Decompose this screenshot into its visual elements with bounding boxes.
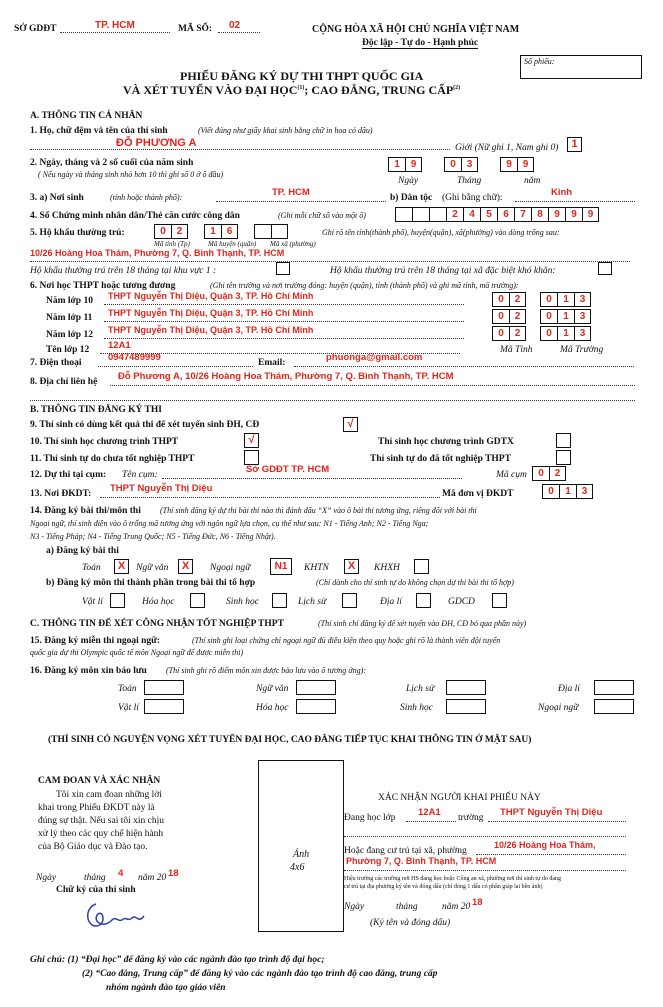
- footnote-2-cont: nhóm ngành đào tạo giáo viên: [106, 983, 226, 993]
- section-c-hint: (Thí sinh chỉ đăng ký để xét tuyển vào ĐH, CĐ bỏ qua phần này): [318, 619, 527, 628]
- q3a-hint: (tỉnh hoặc thành phố):: [110, 193, 183, 202]
- pledge-year-label: năm 20: [138, 873, 167, 883]
- q3b-label: b) Dân tộc: [390, 193, 433, 203]
- q12-label: 12. Dự thi tại cụm:: [30, 470, 107, 480]
- email-label: Email:: [258, 358, 286, 368]
- subject-physics-label: Vật lí: [82, 597, 103, 607]
- grade10-school[interactable]: THPT Nguyễn Thị Diệu, Quận 3, TP. Hồ Chí Minh: [108, 291, 314, 301]
- footnote-1: Ghi chú: (1) “Đại học” để đăng ký vào các ngành đào tạo trình độ đại học;: [30, 955, 325, 965]
- q15-hint2: quốc gia dự thi Olympic quốc tế môn Ngoại ngữ để được miễn thi): [30, 648, 244, 657]
- q14b-hint: (Chỉ dành cho thí sinh tự do không chọn dự thi bài thi tổ hợp): [316, 578, 514, 587]
- q14-hint3: N3 - Tiếng Pháp; N4 - Tiếng Trung Quốc; N5 - Tiếng Đức, N6 - Tiếng Nhật).: [30, 532, 276, 541]
- exam-natural-science-label: KHTN: [304, 563, 329, 573]
- country-name: CỘNG HÒA XÃ HỘI CHỦ NGHĨA VIỆT NAM: [312, 24, 520, 35]
- confirm-note2: cư trú tại địa phương ký tên và đóng dấu (chỉ đóng 1 dấu có phần giáp lai bên ảnh): [344, 884, 543, 890]
- q14-hint1: (Thí sinh đăng ký dự thi bài thi nào thì đánh dấu “X” vào ô bài thi tương ứng, riêng đối với bài thi: [160, 506, 477, 515]
- confirm-title: XÁC NHẬN NGƯỜI KHAI PHIẾU NÀY: [378, 793, 541, 803]
- grade11-codes[interactable]: 0 2 0 1 3: [492, 309, 591, 324]
- q5-sub-district: Mã huyện (quận): [208, 240, 257, 248]
- reserve-geography-box[interactable]: [594, 680, 634, 695]
- subject-history-label: Lịch sử: [298, 597, 327, 607]
- birthplace-value[interactable]: TP. HCM: [272, 187, 310, 198]
- reserve-history-box[interactable]: [446, 680, 486, 695]
- q16-hint: (Thí sinh ghi rõ điểm môn xin được bảo lưu vào ô tương ứng):: [166, 666, 366, 675]
- q14-hint2: Ngoại ngữ, thí sinh điền vào ô trống mã tương ứng với ngôn ngữ lựa chọn, cụ thể như sau: N1 - Tiếng Anh; N2 - Tiếng Nga;: [30, 519, 429, 528]
- exam-foreign-box[interactable]: N1: [270, 558, 292, 575]
- cluster-code-cells[interactable]: 0 2: [532, 466, 566, 481]
- reserve-foreign-box[interactable]: [594, 699, 634, 714]
- residence-value[interactable]: 10/26 Hoàng Hoa Thám, Phường 7, Q. Bình Thạnh, TP. HCM: [30, 248, 285, 258]
- reserve-geography-label: Địa lí: [558, 684, 580, 694]
- dob-year-1[interactable]: 9: [500, 157, 517, 172]
- full-name-value[interactable]: ĐỖ PHƯƠNG A: [116, 137, 197, 149]
- q16-label: 16. Đăng ký môn xin bảo lưu: [30, 666, 147, 676]
- q2-label: 2. Ngày, tháng và 2 số cuối của năm sinh: [30, 158, 194, 168]
- pledge-line: của Bộ Giáo dục và Đào tạo.: [38, 842, 148, 852]
- dob-month-1[interactable]: 0: [444, 157, 461, 172]
- q10-checkbox[interactable]: √: [244, 433, 259, 448]
- confirm-month-label: tháng: [396, 902, 418, 912]
- class12-label: Tên lớp 12: [46, 345, 90, 355]
- q8-label: 8. Địa chỉ liên hệ: [30, 377, 98, 387]
- pledge-day-label: Ngày: [36, 873, 57, 883]
- confirm-residence-value1[interactable]: 10/26 Hoàng Hoa Thám,: [494, 840, 596, 850]
- q9-label: 9. Thí sinh có dùng kết quả thi để xét tuyển sinh ĐH, CĐ: [30, 420, 260, 430]
- grade11-school[interactable]: THPT Nguyễn Thị Diệu, Quận 3, TP. Hồ Chí Minh: [108, 308, 314, 318]
- confirm-class-value[interactable]: 12A1: [418, 807, 441, 818]
- reserve-chemistry-label: Hóa học: [256, 703, 289, 713]
- subject-geography-box[interactable]: [416, 593, 431, 608]
- gdtx-checkbox[interactable]: [556, 433, 571, 448]
- reserve-literature-box[interactable]: [296, 680, 336, 695]
- confirm-residence-value2[interactable]: Phường 7, Q. Bình Thạnh, TP. HCM: [346, 856, 497, 866]
- so-gddt-label: SỞ GDĐT: [14, 24, 57, 34]
- q5-label: 5. Hộ khẩu thường trú:: [30, 228, 125, 238]
- reserve-chemistry-box[interactable]: [296, 699, 336, 714]
- q11b-checkbox[interactable]: [556, 450, 571, 465]
- section-a-heading: A. THÔNG TIN CÁ NHÂN: [30, 111, 143, 121]
- form-title-line1: PHIẾU ĐĂNG KÝ DỰ THI THPT QUỐC GIA: [180, 69, 424, 83]
- subject-civics-box[interactable]: [492, 593, 507, 608]
- q7-label: 7. Điện thoại: [30, 358, 82, 368]
- subject-chemistry-box[interactable]: [190, 593, 205, 608]
- ma-cum-label: Mã cụm: [496, 470, 527, 480]
- pledge-month-value[interactable]: 4: [118, 868, 124, 879]
- subject-chemistry-label: Hóa học: [142, 597, 175, 607]
- subject-physics-box[interactable]: [110, 593, 125, 608]
- subject-history-box[interactable]: [342, 593, 357, 608]
- cluster-value[interactable]: Sở GDĐT TP. HCM: [246, 464, 330, 475]
- exam-natural-science-box[interactable]: X: [344, 559, 359, 574]
- dob-year-2[interactable]: 9: [517, 157, 534, 172]
- exam-math-box[interactable]: X: [114, 559, 129, 574]
- class12-value[interactable]: 12A1: [108, 340, 131, 351]
- reserve-history-label: Lịch sử: [406, 684, 435, 694]
- exam-social-science-box[interactable]: [414, 559, 429, 574]
- pledge-title: CAM ĐOAN VÀ XÁC NHẬN: [38, 776, 161, 786]
- q2-hint: ( Nếu ngày và tháng sinh nhỏ hơn 10 thì ghi số 0 ở ô đầu): [38, 170, 224, 179]
- dob-cells[interactable]: [388, 157, 537, 172]
- kv1-label: Hộ khẩu thường trú trên 18 tháng tại khu vực 1 :: [30, 266, 217, 276]
- confirm-residence-label: Hoặc đang cư trú tại xã, phường: [344, 846, 467, 856]
- motto: Độc lập - Tự do - Hạnh phúc: [362, 38, 479, 48]
- confirm-class-label: Đang học lớp: [344, 813, 396, 823]
- pledge-year-value[interactable]: 18: [168, 868, 179, 879]
- q9-checkbox[interactable]: √: [343, 417, 358, 432]
- pledge-line: xử lý theo các quy chế hiện hành: [38, 829, 164, 839]
- subject-biology-label: Sinh học: [226, 597, 259, 607]
- photo-size: 4x6: [290, 862, 305, 873]
- q5-sub-province: Mã tỉnh (Tp): [154, 240, 190, 248]
- q6-hint: (Ghi tên trường và nơi trường đóng: huyện (quận), tỉnh (thành phố) và ghi mã tỉnh, mã trường):: [210, 281, 519, 290]
- confirm-sign-label: (Ký tên và đóng dấu): [370, 918, 451, 928]
- q1-hint: (Viết đúng như giấy khai sinh bằng chữ in hoa có dấu): [198, 126, 373, 135]
- confirm-school-value[interactable]: THPT Nguyễn Thị Diệu: [500, 807, 603, 818]
- kv1-checkbox[interactable]: [276, 262, 290, 275]
- subject-biology-box[interactable]: [272, 593, 287, 608]
- contact-address-value[interactable]: Đỗ Phương A, 10/26 Hoàng Hoa Thám, Phường 7, Q. Bình Thạnh, TP. HCM: [118, 371, 454, 382]
- confirm-year-label: năm 20: [442, 902, 471, 912]
- q6-label: 6. Nơi học THPT hoặc tương đương: [30, 281, 176, 291]
- dbkk-checkbox[interactable]: [598, 262, 612, 275]
- reserve-biology-box[interactable]: [446, 699, 486, 714]
- dob-day-2[interactable]: 9: [405, 157, 422, 172]
- signature: [82, 896, 152, 936]
- q11-label: 11. Thí sinh tự do chưa tốt nghiệp THPT: [30, 454, 195, 464]
- photo-label: Ảnh: [293, 849, 310, 860]
- dob-month-2[interactable]: 3: [461, 157, 478, 172]
- form-title-line2: VÀ XÉT TUYỂN VÀO ĐẠI HỌC$^{(1)}$; CAO ĐẲNG, TRUNG CẤP$^{(2)}$: [123, 83, 461, 97]
- grade12-school[interactable]: THPT Nguyễn Thị Diệu, Quận 3, TP. Hồ Chí Minh: [108, 325, 314, 335]
- q12-hint: Tên cụm:: [122, 470, 158, 480]
- grade10-codes[interactable]: 0 2 0 1 3: [492, 292, 591, 307]
- gdtx-label: Thí sinh học chương trình GDTX: [378, 437, 514, 447]
- subject-civics-label: GDCD: [448, 597, 475, 607]
- pledge-line: khai trong Phiếu ĐKDT này là: [38, 803, 155, 813]
- q14a-label: a) Đăng ký bài thi: [46, 546, 119, 556]
- exam-literature-label: Ngữ văn: [136, 563, 169, 573]
- footnote-2: (2) “Cao đẳng, Trung cấp” để đăng ký vào các ngành đào tạo trình độ cao đẳng, trung cấp: [82, 969, 438, 979]
- q5-hint: Ghi rõ tên tỉnh(thành phố), huyện(quận), xã(phường) vào dòng trống sau:: [322, 228, 560, 237]
- dob-day-1[interactable]: 1: [388, 157, 405, 172]
- ethnicity-value[interactable]: Kinh: [551, 187, 573, 198]
- email-value[interactable]: phuonga@gmail.com: [326, 352, 423, 363]
- q15-hint1: (Thí sinh ghi loại chứng chỉ ngoại ngữ đủ điều kiện theo quy hoặc ghi rõ là thành viên đội tuyển: [192, 636, 501, 645]
- residence-code-cells[interactable]: 0 2 1 6: [154, 224, 291, 239]
- pledge-line: Tôi xin cam đoan những lời: [56, 790, 162, 800]
- so-phieu-box[interactable]: Số phiếu:: [520, 55, 642, 79]
- grade12-codes[interactable]: 0 2 0 1 3: [492, 326, 591, 341]
- q15-label: 15. Đăng ký miễn thi ngoại ngữ:: [30, 636, 161, 646]
- exam-foreign-label: Ngoại ngữ: [210, 563, 251, 573]
- id-number-cells[interactable]: 2 4 5 6 7 8 9 9 9: [395, 207, 599, 222]
- reserve-math-box[interactable]: [144, 680, 184, 695]
- grade11-label: Năm lớp 11: [46, 313, 93, 323]
- q14b-label: b) Đăng ký môn thi thành phần trong bài thi tổ hợp: [46, 578, 256, 588]
- ma-so-value[interactable]: 02: [229, 20, 241, 31]
- ma-truong-label: Mã Trường: [560, 345, 604, 355]
- q5-sub-ward: Mã xã (phường): [270, 240, 316, 248]
- dkdt-code-cells[interactable]: 0 1 3: [542, 484, 593, 499]
- dob-month-label: Tháng: [457, 176, 482, 186]
- q4-hint: (Ghi mỗi chữ số vào một ô): [278, 211, 366, 220]
- grade12-label: Năm lớp 12: [46, 330, 93, 340]
- reserve-literature-label: Ngữ văn: [256, 684, 289, 694]
- exam-social-science-label: KHXH: [374, 563, 400, 573]
- dbkk-label: Hộ khẩu thường trú trên 18 tháng tại xã đặc biệt khó khăn:: [330, 266, 556, 276]
- q14-label: 14. Đăng ký bài thi/môn thi: [30, 506, 141, 516]
- q3a-label: 3. a) Nơi sinh: [30, 193, 84, 203]
- so-gddt-value[interactable]: TP. HCM: [95, 20, 135, 31]
- q11-checkbox[interactable]: [244, 450, 259, 465]
- q3b-hint: (Ghi bằng chữ):: [442, 193, 503, 203]
- exam-literature-box[interactable]: X: [178, 559, 193, 574]
- ma-so-label: MÃ SỐ:: [178, 24, 213, 34]
- reserve-biology-label: Sinh học: [400, 703, 433, 713]
- dob-day-label: Ngày: [398, 176, 419, 186]
- q10-label: 10. Thí sinh học chương trình THPT: [30, 437, 179, 447]
- pledge-sign-label: Chữ ký của thí sinh: [56, 885, 136, 895]
- confirm-day-label: Ngày: [344, 902, 365, 912]
- grade10-label: Năm lớp 10: [46, 296, 93, 306]
- confirm-year-value[interactable]: 18: [472, 897, 483, 908]
- phone-value[interactable]: 0947489999: [108, 352, 161, 363]
- q4-label: 4. Số Chứng minh nhân dân/Thẻ căn cước công dân: [30, 211, 240, 221]
- section-b-heading: B. THÔNG TIN ĐĂNG KÝ THI: [30, 405, 162, 415]
- confirm-school-label: trường: [458, 813, 484, 823]
- reserve-foreign-label: Ngoại ngữ: [538, 703, 579, 713]
- continue-note: (THÍ SINH CÓ NGUYỆN VỌNG XÉT TUYỂN ĐẠI HỌC, CAO ĐẲNG TIẾP TỤC KHAI THÔNG TIN Ở MẶT SAU): [48, 735, 532, 745]
- registration-unit-value[interactable]: THPT Nguyễn Thị Diệu: [110, 483, 213, 494]
- pledge-line: đúng sự thật. Nếu sai tôi xin chịu: [38, 816, 164, 826]
- exam-math-label: Toán: [82, 563, 101, 573]
- q13-label: 13. Nơi ĐKDT:: [30, 489, 92, 499]
- reserve-physics-box[interactable]: [144, 699, 184, 714]
- section-c-heading: C. THÔNG TIN ĐỂ XÉT CÔNG NHẬN TỐT NGHIỆP THPT: [30, 619, 284, 629]
- q1-label: 1. Họ, chữ đệm và tên của thí sinh: [30, 126, 168, 136]
- pledge-month-label: tháng: [84, 873, 106, 883]
- confirm-note1: Hiệu trưởng các trường nơi HS đang học hoặc Công an xã, phường nơi thí sinh tự do đang: [344, 876, 562, 882]
- dob-year-label: năm: [524, 176, 541, 186]
- gender-label: Giới (Nữ ghi 1, Nam ghi 0): [455, 143, 559, 153]
- subject-geography-label: Địa lí: [380, 597, 402, 607]
- photo-placeholder: [258, 760, 344, 932]
- q11b-label: Thí sinh tự do đã tốt nghiệp THPT: [370, 454, 511, 464]
- reserve-physics-label: Vật lí: [118, 703, 139, 713]
- reserve-math-label: Toán: [118, 684, 137, 694]
- ma-dkdt-label: Mã đơn vị ĐKDT: [442, 489, 514, 499]
- gender-box[interactable]: 1: [567, 137, 582, 152]
- ma-tinh-label: Mã Tỉnh: [500, 345, 533, 355]
